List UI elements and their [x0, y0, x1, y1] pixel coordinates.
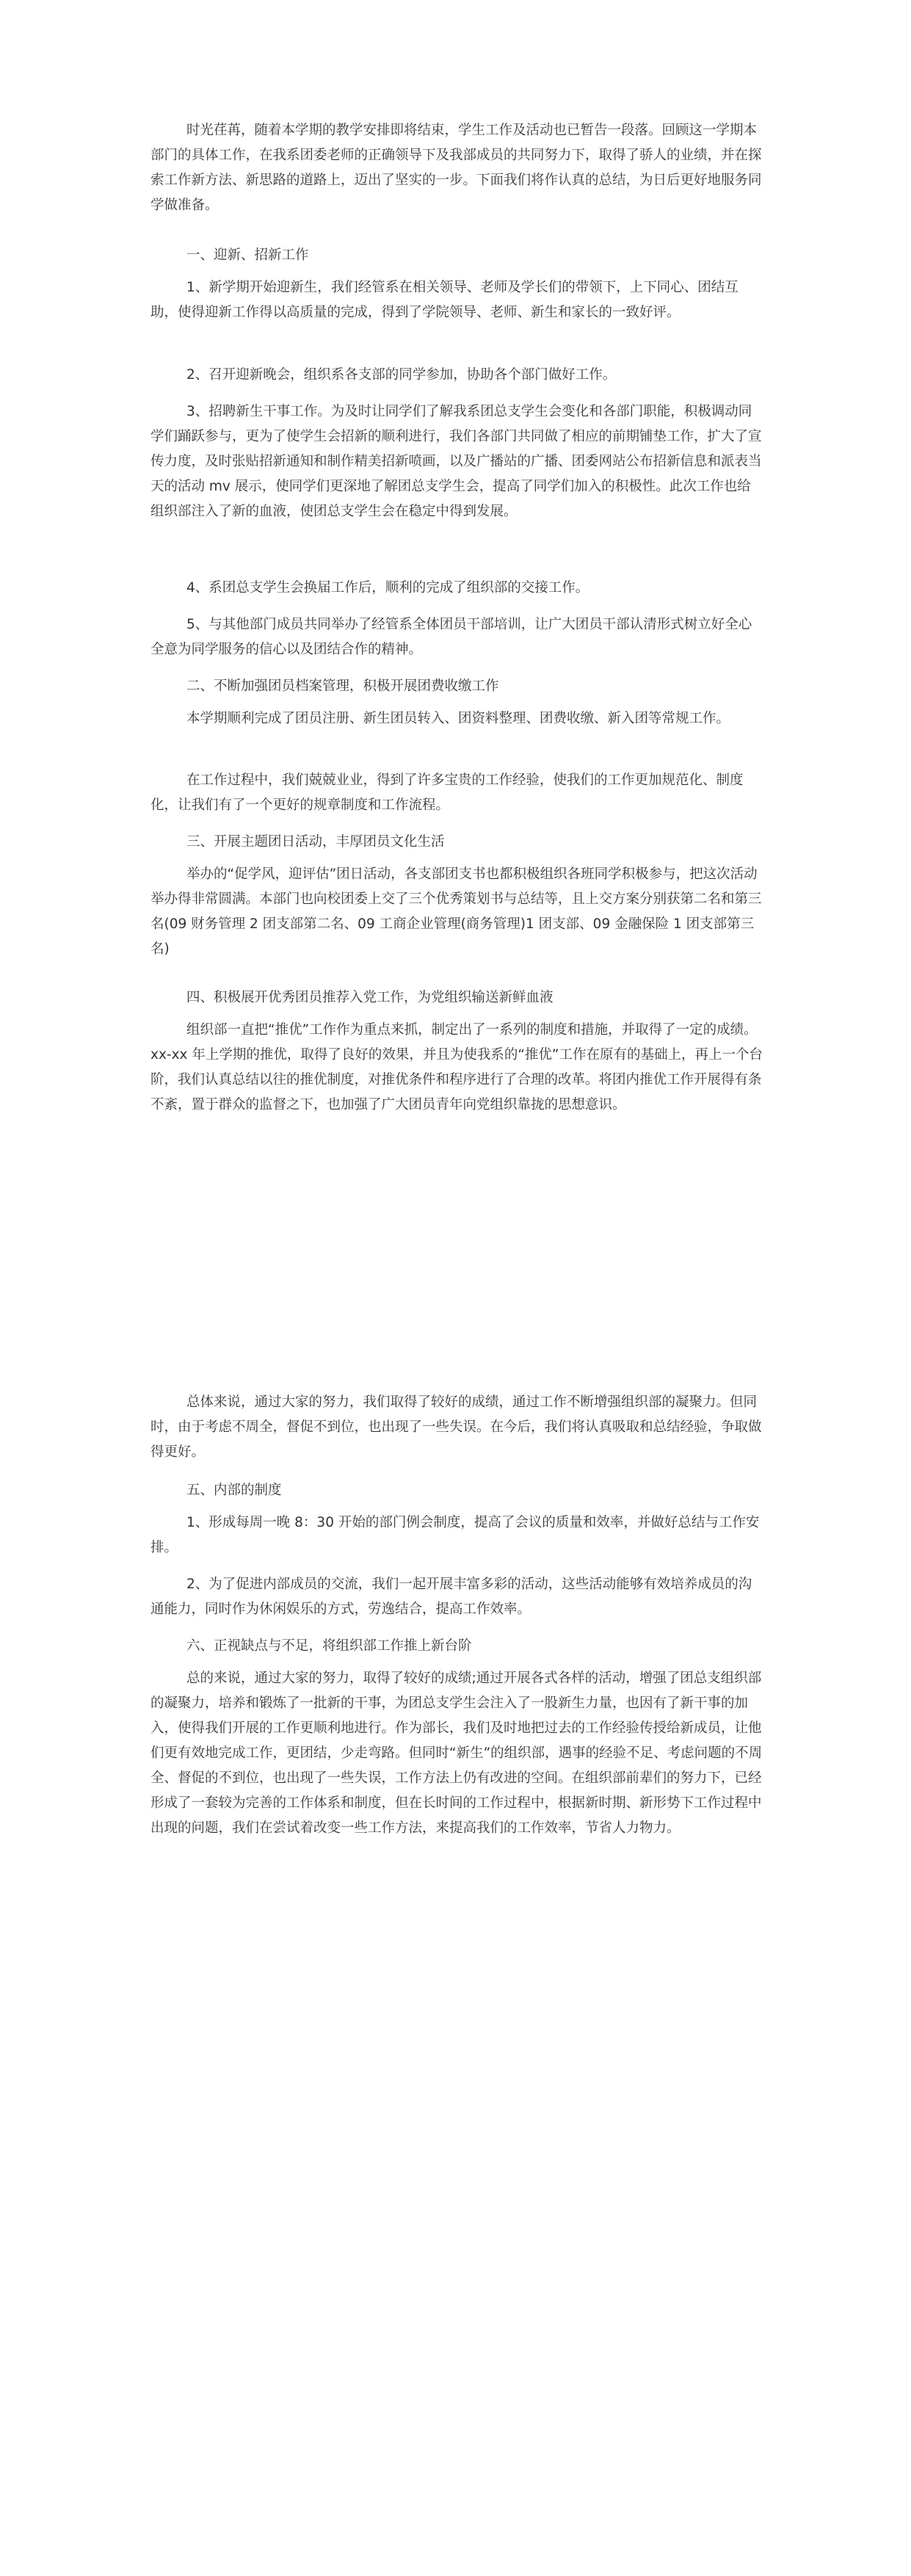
heading-1: 一、迎新、招新工作 — [186, 247, 309, 263]
heading-2: 二、不断加强团员档案管理，积极开展团费收缴工作 — [186, 679, 499, 694]
heading-4: 四、积极展开优秀团员推荐入党工作，为党组织输送新鲜血液 — [186, 990, 554, 1005]
paragraph-1-2: 2、召开迎新晚会，组织系各支部的同学参加，协助各个部门做好工作。 — [186, 367, 617, 383]
heading-5: 五、内部的制度 — [186, 1483, 282, 1498]
heading-6: 六、正视缺点与不足，将组织部工作推上新台阶 — [186, 1638, 472, 1654]
paragraph-1-3: 3、招聘新生干事工作。为及时让同学们了解我系团总支学生会变化和各部门职能，积极调动同学们踊跃参与，更为了使学生会招新的顺利进行，我们各部门共同做了相应的前期铺垫工作，扩大了宣传力度，及时张贴招新通知和制作精美招新喷画，以及广播站的广播、团委网站公布招新信息和派表当天的活动 mv 展示，使同学们更深地了解团总支学生会，提高了同学们加入的积极性。此次工作也给组织部注入了新的血液，使团总支学生会在稳定中得到发展。 — [150, 404, 762, 519]
paragraph-6-1: 总的来说，通过大家的努力，取得了较好的成绩;通过开展各式各样的活动，增强了团总支组织部的凝聚力，培养和锻炼了一批新的干事，为团总支学生会注入了一股新生力量，也因有了新干事的加入，使得我们开展的工作更顺利地进行。作为部长，我们及时地把过去的工作经验传授给新成员，让他们更有效地完成工作，更团结，少走弯路。但同时“新生”的组织部，遇事的经验不足、考虑问题的不周全、督促的不到位，也出现了一些失误，工作方法上仍有改进的空间。在组织部前辈们的努力下，已经形成了一套较为完善的工作体系和制度，但在长时间的工作过程中，根据新时期、新形势下工作过程中出现的问题，我们在尝试着改变一些工作方法，来提高我们的工作效率，节省人力物力。 — [150, 1671, 763, 1836]
paragraph-2-1: 本学期顺利完成了团员注册、新生团员转入、团资料整理、团费收缴、新入团等常规工作。 — [186, 711, 730, 726]
paragraph-5-1: 1、形成每周一晚 8：30 开始的部门例会制度，提高了会议的质量和效率，并做好总结与工作安排。 — [150, 1515, 760, 1555]
paragraph-1-4: 4、系团总支学生会换届工作后，顺利的完成了组织部的交接工作。 — [186, 580, 589, 596]
intro-paragraph: 时光荏苒，随着本学期的教学安排即将结束，学生工作及活动也已暂告一段落。回顾这一学期本部门的具体工作，在我系团委老师的正确领导下及我部成员的共同努力下，取得了骄人的业绩，并在探索工作新方法、新思路的道路上，迈出了坚实的一步。下面我们将作认真的总结，为日后更好地服务同学做准备。 — [150, 123, 762, 213]
paragraph-2-2: 在工作过程中，我们兢兢业业，得到了许多宝贵的工作经验，使我们的工作更加规范化、制度化，让我们有了一个更好的规章制度和工作流程。 — [150, 773, 744, 813]
paragraph-4-1: 组织部一直把“推优”工作作为重点来抓，制定出了一系列的制度和措施，并取得了一定的成绩。xx-xx 年上学期的推优，取得了良好的效果，并且为使我系的“推优”工作在原有的基础上，再上一个台阶，我们认真总结以往的推优制度，对推优条件和程序进行了合理的改革。将团内推优工作开展得有条不紊，置于群众的监督之下，也加强了广大团员青年向党组织靠拢的思想意识。 — [150, 1022, 763, 1112]
paragraph-3-1: 举办的“促学风，迎评估”团日活动，各支部团支书也都积极组织各班同学积极参与，把这次活动举办得非常圆满。本部门也向校团委上交了三个优秀策划书与总结等，且上交方案分别获第二名和第三名(09 财务管理 2 团支部第二名、09 工商企业管理(商务管理)1 团支部、09 金融保险 1 团支部第三名) — [150, 866, 762, 957]
paragraph-1-5: 5、与其他部门成员共同举办了经管系全体团员干部培训，让广大团员干部认清形式树立好全心全意为同学服务的信心以及团结合作的精神。 — [150, 617, 752, 657]
paragraph-5-2: 2、为了促进内部成员的交流，我们一起开展丰富多彩的活动，这些活动能够有效培养成员的沟通能力，同时作为休闲娱乐的方式，劳逸结合，提高工作效率。 — [150, 1577, 752, 1617]
heading-3: 三、开展主题团日活动，丰厚团员文化生活 — [186, 834, 445, 850]
summary-paragraph: 总体来说，通过大家的努力，我们取得了较好的成绩，通过工作不断增强组织部的凝聚力。但同时，由于考虑不周全，督促不到位，也出现了一些失误。在今后，我们将认真吸取和总结经验，争取做得更好。 — [150, 1394, 762, 1460]
paragraph-1-1: 1、新学期开始迎新生，我们经管系在相关领导、老师及学长们的带领下，上下同心、团结互助，使得迎新工作得以高质量的完成，得到了学院领导、老师、新生和家长的一致好评。 — [150, 280, 738, 320]
